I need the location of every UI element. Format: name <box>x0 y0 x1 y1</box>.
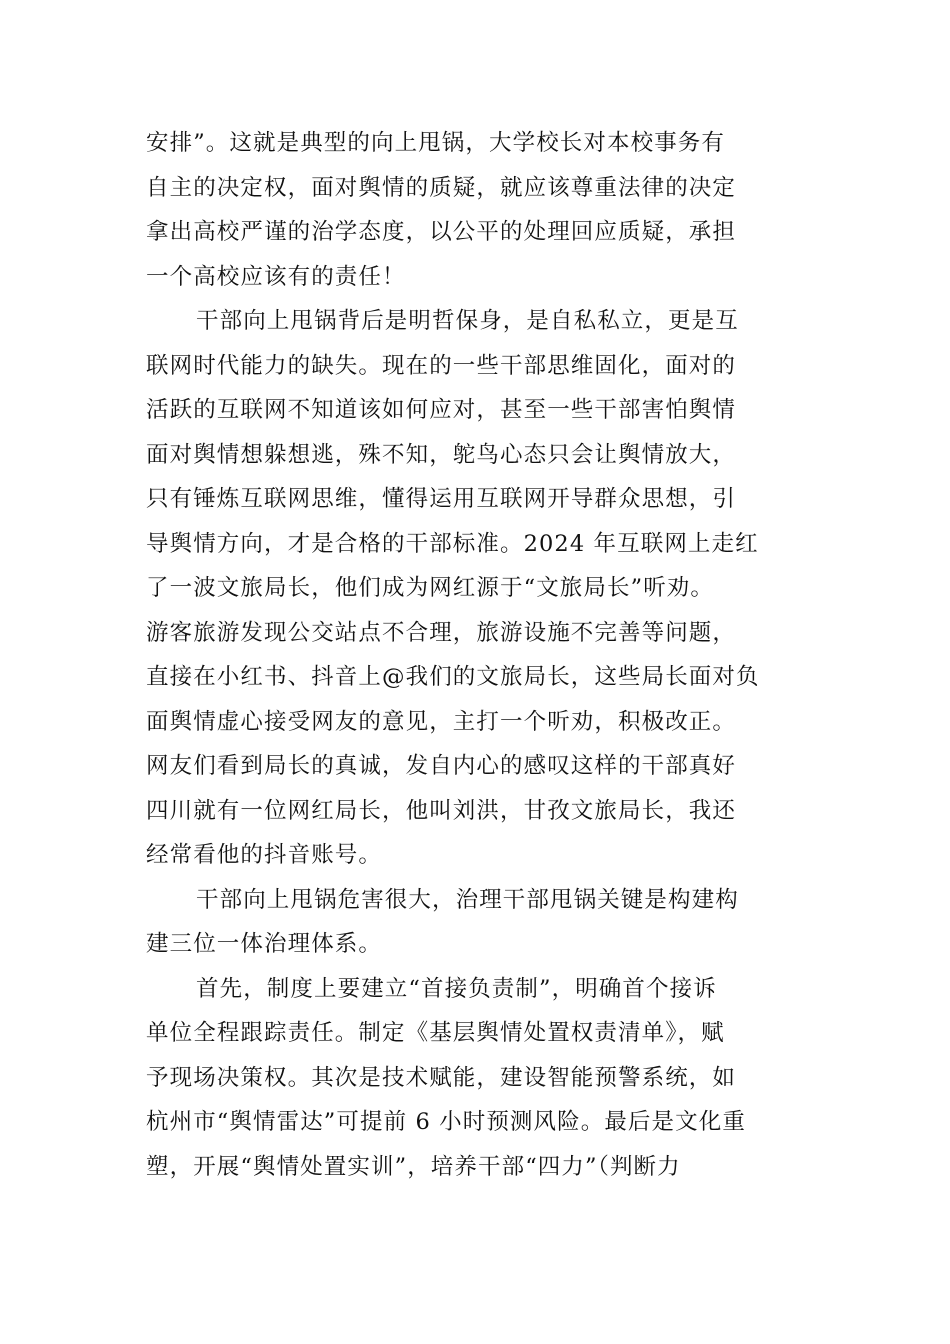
text-line: 活跃的互联网不知道该如何应对，甚至一些干部害怕舆情 <box>146 397 737 423</box>
text-line: 联网时代能力的缺失。现在的一些干部思维固化，面对的 <box>146 352 737 379</box>
text-line: 干部向上甩锅危害很大，治理干部甩锅关键是构建构 <box>196 886 739 913</box>
text-line: 四川就有一位网红局长，他叫刘洪，甘孜文旅局长，我还 <box>146 797 737 824</box>
paragraph-2 <box>146 299 810 878</box>
text-line: 经常看他的抖音账号。 <box>146 842 383 868</box>
text-line: 一个高校应该有的责任！ <box>146 263 406 290</box>
text-line: 直接在小红书、抖音上@我们的文旅局长，这些局长面对负 <box>146 664 760 690</box>
text-line: 予现场决策权。其次是技术赋能，建设智能预警系统，如 <box>146 1064 737 1091</box>
text-line: 建三位一体治理体系。 <box>146 931 383 957</box>
text-line: 面对舆情想躲想逃，殊不知，鸵鸟心态只会让舆情放大， <box>146 441 737 468</box>
text-line: 拿出高校严谨的治学态度，以公平的处理回应质疑，承担 <box>146 219 737 245</box>
paragraph-3 <box>146 878 810 967</box>
text-line: 干部向上甩锅背后是明哲保身，是自私私立，更是互 <box>196 308 739 334</box>
text-line: 游客旅游发现公交站点不合理，旅游设施不完善等问题， <box>146 619 737 646</box>
text-line: 塑，开展“舆情处置实训”，培养干部“四力”（判断力 <box>146 1153 681 1180</box>
paragraph-1 <box>146 121 810 299</box>
text-line: 杭州市“舆情雷达”可提前 6 小时预测风险。最后是文化重 <box>146 1109 746 1135</box>
text-line: 只有锤炼互联网思维，懂得运用互联网开导群众思想，引 <box>146 486 737 512</box>
paragraph-4 <box>146 967 810 1190</box>
text-line: 安排”。这就是典型的向上甩锅，大学校长对本校事务有 <box>146 130 726 156</box>
document-body <box>146 121 810 1189</box>
text-line: 单位全程跟踪责任。制定《基层舆情处置权责清单》，赋 <box>146 1020 725 1046</box>
text-line: 自主的决定权，面对舆情的质疑，就应该尊重法律的决定 <box>146 174 737 201</box>
text-line: 网友们看到局长的真诚，发自内心的感叹这样的干部真好 <box>146 753 737 779</box>
text-line: 面舆情虚心接受网友的意见，主打一个听劝，积极改正。 <box>146 708 737 735</box>
text-line: 导舆情方向，才是合格的干部标准。2024 年互联网上走红 <box>146 530 759 557</box>
text-line: 了一波文旅局长，他们成为网红源于“文旅局长”听劝。 <box>146 575 715 601</box>
text-line: 首先，制度上要建立“首接负责制”，明确首个接诉 <box>196 975 717 1002</box>
